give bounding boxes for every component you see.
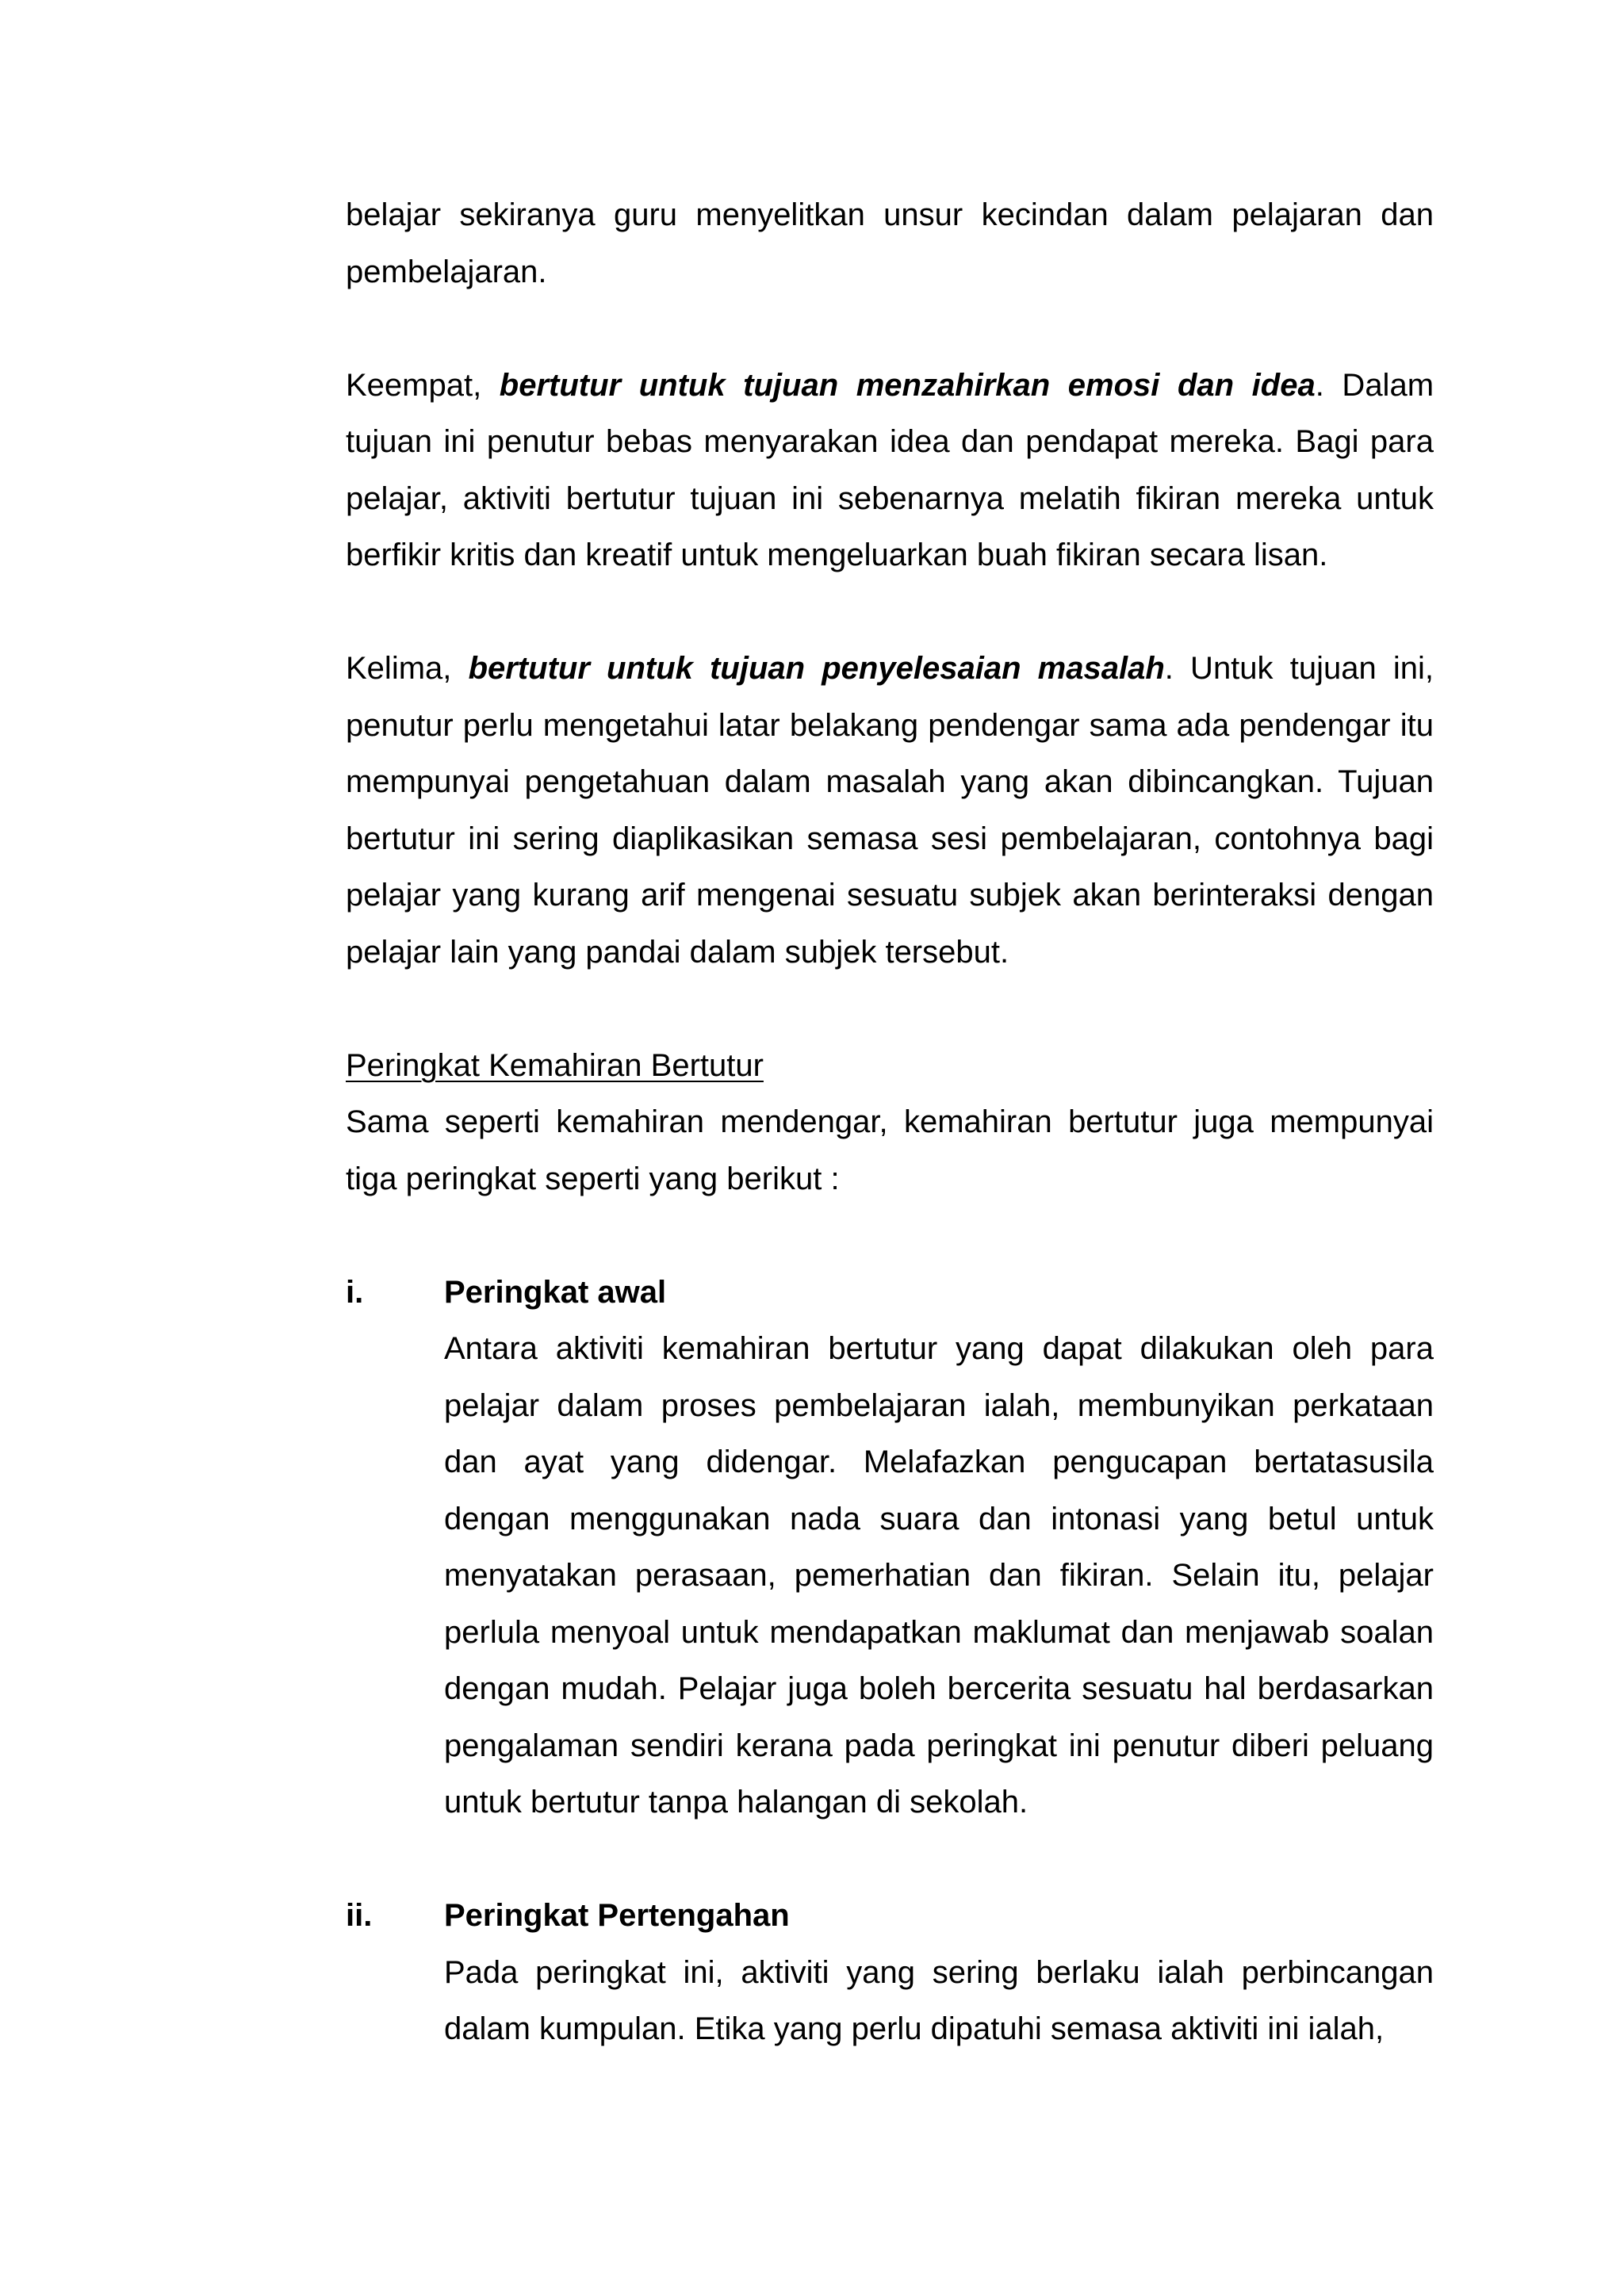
section-heading-text: Peringkat Kemahiran Bertutur xyxy=(346,1047,764,1083)
paragraph-gap xyxy=(346,1207,1434,1265)
list-number: i. xyxy=(346,1274,364,1310)
emphasis-text: bertutur untuk tujuan penyelesaian masalah xyxy=(468,651,1165,686)
document-page xyxy=(346,187,1434,2058)
section-intro: Sama seperti kemahiran mendengar, kemahiran bertutur juga mempunyai tiga peringkat seperti yang berikut : xyxy=(346,1104,1434,1196)
list-item-title: Peringkat Pertengahan xyxy=(444,1898,790,1933)
paragraph-gap xyxy=(346,300,1434,358)
list-item-body: Antara aktiviti kemahiran bertutur yang dapat dilakukan oleh para pelajar dalam proses pembelajaran ialah, membunyikan perkataan dan ayat yang didengar. Melafazkan pengucapan bertatasusila dengan menggunakan nada suara dan intonasi yang betul untuk menyatakan perasaan, pemerhatian dan fikiran. Selain itu, pelajar perlula menyoal untuk mendapatkan maklumat dan menjawab soalan dengan mudah. Pelajar juga boleh bercerita sesuatu hal berdasarkan pengalaman sendiri kerana pada peringkat ini penutur diberi peluang untuk bertutur tanpa halangan di sekolah. xyxy=(444,1331,1434,1820)
paragraph-keempat xyxy=(346,358,1434,584)
paragraph-kelima xyxy=(346,641,1434,981)
paragraph-gap xyxy=(346,584,1434,641)
list-number: ii. xyxy=(346,1898,373,1933)
paragraph-body: . Dalam tujuan ini penutur bebas menyarakan idea dan pendapat mereka. Bagi para pelajar, aktiviti bertutur tujuan ini sebenarnya melatih fikiran mereka untuk berfikir kritis dan kreatif untuk mengeluarkan buah fikiran secara lisan. xyxy=(346,367,1434,572)
section-heading xyxy=(346,1038,1434,1095)
paragraph-continuation: belajar sekiranya guru menyelitkan unsur kecindan dalam pelajaran dan pembelajaran. xyxy=(346,197,1434,289)
list-item-peringkat-pertengahan xyxy=(346,1888,1434,2058)
paragraph-lead: Keempat, xyxy=(346,367,500,403)
paragraph-body: . Untuk tujuan ini, penutur perlu mengetahui latar belakang pendengar sama ada pendengar itu mempunyai pengetahuan dalam masalah yang akan dibincangkan. Tujuan bertutur ini sering diaplikasikan semasa sesi pembelajaran, contohnya bagi pelajar yang kurang arif mengenai sesuatu subjek akan berinteraksi dengan pelajar lain yang pandai dalam subjek tersebut. xyxy=(346,651,1434,970)
paragraph-lead: Kelima, xyxy=(346,651,469,686)
list-item-body: Pada peringkat ini, aktiviti yang sering berlaku ialah perbincangan dalam kumpulan. Etika yang perlu dipatuhi semasa aktiviti ini ialah, xyxy=(444,1954,1434,2046)
paragraph-gap xyxy=(346,981,1434,1038)
emphasis-text: bertutur untuk tujuan menzahirkan emosi dan idea xyxy=(499,367,1316,403)
list-item-peringkat-awal xyxy=(346,1265,1434,1831)
paragraph-gap xyxy=(346,1831,1434,1888)
list-item-title: Peringkat awal xyxy=(444,1274,667,1310)
